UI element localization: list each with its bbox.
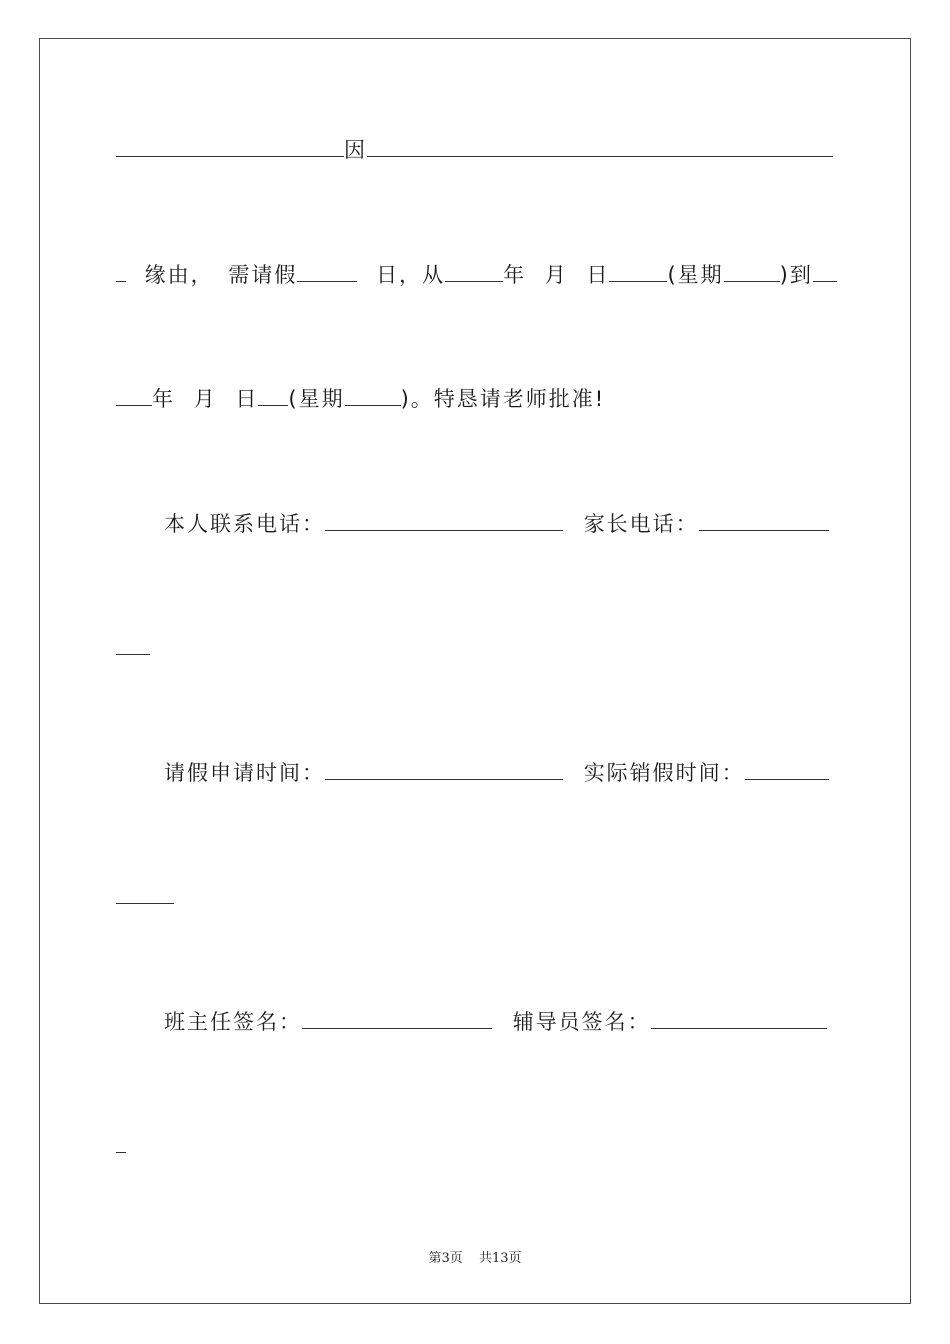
signature-line [116,1006,836,1036]
page-number: 第3页 [428,1251,463,1266]
to-day-blank[interactable] [258,383,288,406]
request-approval: )。特恳请老师批准! [400,387,606,411]
phone-line [116,508,836,538]
reason-blank[interactable] [367,134,833,157]
time-line [116,757,836,787]
parent-phone-blank[interactable] [699,508,829,531]
signature-line-cont [116,1130,836,1160]
month-label: 月 [193,387,217,411]
self-phone-label: 本人联系电话： [164,512,325,536]
year-label: 年 [152,387,175,411]
page-border [39,38,911,1304]
parent-phone-blank-cont[interactable] [116,632,150,655]
from-year-blank[interactable] [445,259,503,282]
teacher-sign-label: 班主任签名： [164,1010,302,1034]
self-phone-blank[interactable] [325,508,563,531]
name-blank[interactable] [116,134,344,157]
counselor-sign-label: 辅导员签名： [512,1010,651,1034]
counselor-sign-blank[interactable] [651,1006,827,1029]
phone-line-cont [116,632,836,662]
month-label: 月 [544,263,568,287]
counselor-sign-blank-cont[interactable] [116,1130,126,1153]
weekday-open: (星期 [288,387,345,411]
apply-time-blank[interactable] [325,757,563,780]
weekday-open: (星期 [667,263,724,287]
teacher-sign-blank[interactable] [302,1006,492,1029]
apply-time-label: 请假申请时间： [164,761,325,785]
days-blank[interactable] [297,259,357,282]
need-leave-label: 需请假 [228,263,298,287]
weekday-blank[interactable] [345,383,401,406]
return-time-blank[interactable] [745,757,829,780]
leave-days-line [116,259,836,289]
to-label: )到 [779,263,813,287]
weekday-blank[interactable] [724,259,780,282]
to-date-line [116,383,836,413]
parent-phone-label: 家长电话： [583,512,699,536]
return-time-blank-cont[interactable] [116,881,174,904]
return-time-label: 实际销假时间： [583,761,745,785]
reason-suffix: 缘由， [144,263,214,287]
day-label: 日 [235,387,259,411]
reason-line [116,134,836,164]
from-day-blank[interactable] [609,259,667,282]
from-label: 日，从 [376,263,446,287]
to-year-blank[interactable] [813,259,837,282]
day-label: 日 [586,263,610,287]
page-total: 共13页 [478,1251,522,1266]
page-footer [0,1247,950,1266]
reason-blank-cont[interactable] [116,259,126,282]
year-label: 年 [503,263,527,287]
to-year-blank-cont[interactable] [116,383,152,406]
reason-label: 因 [344,138,367,162]
time-line-cont [116,881,836,911]
